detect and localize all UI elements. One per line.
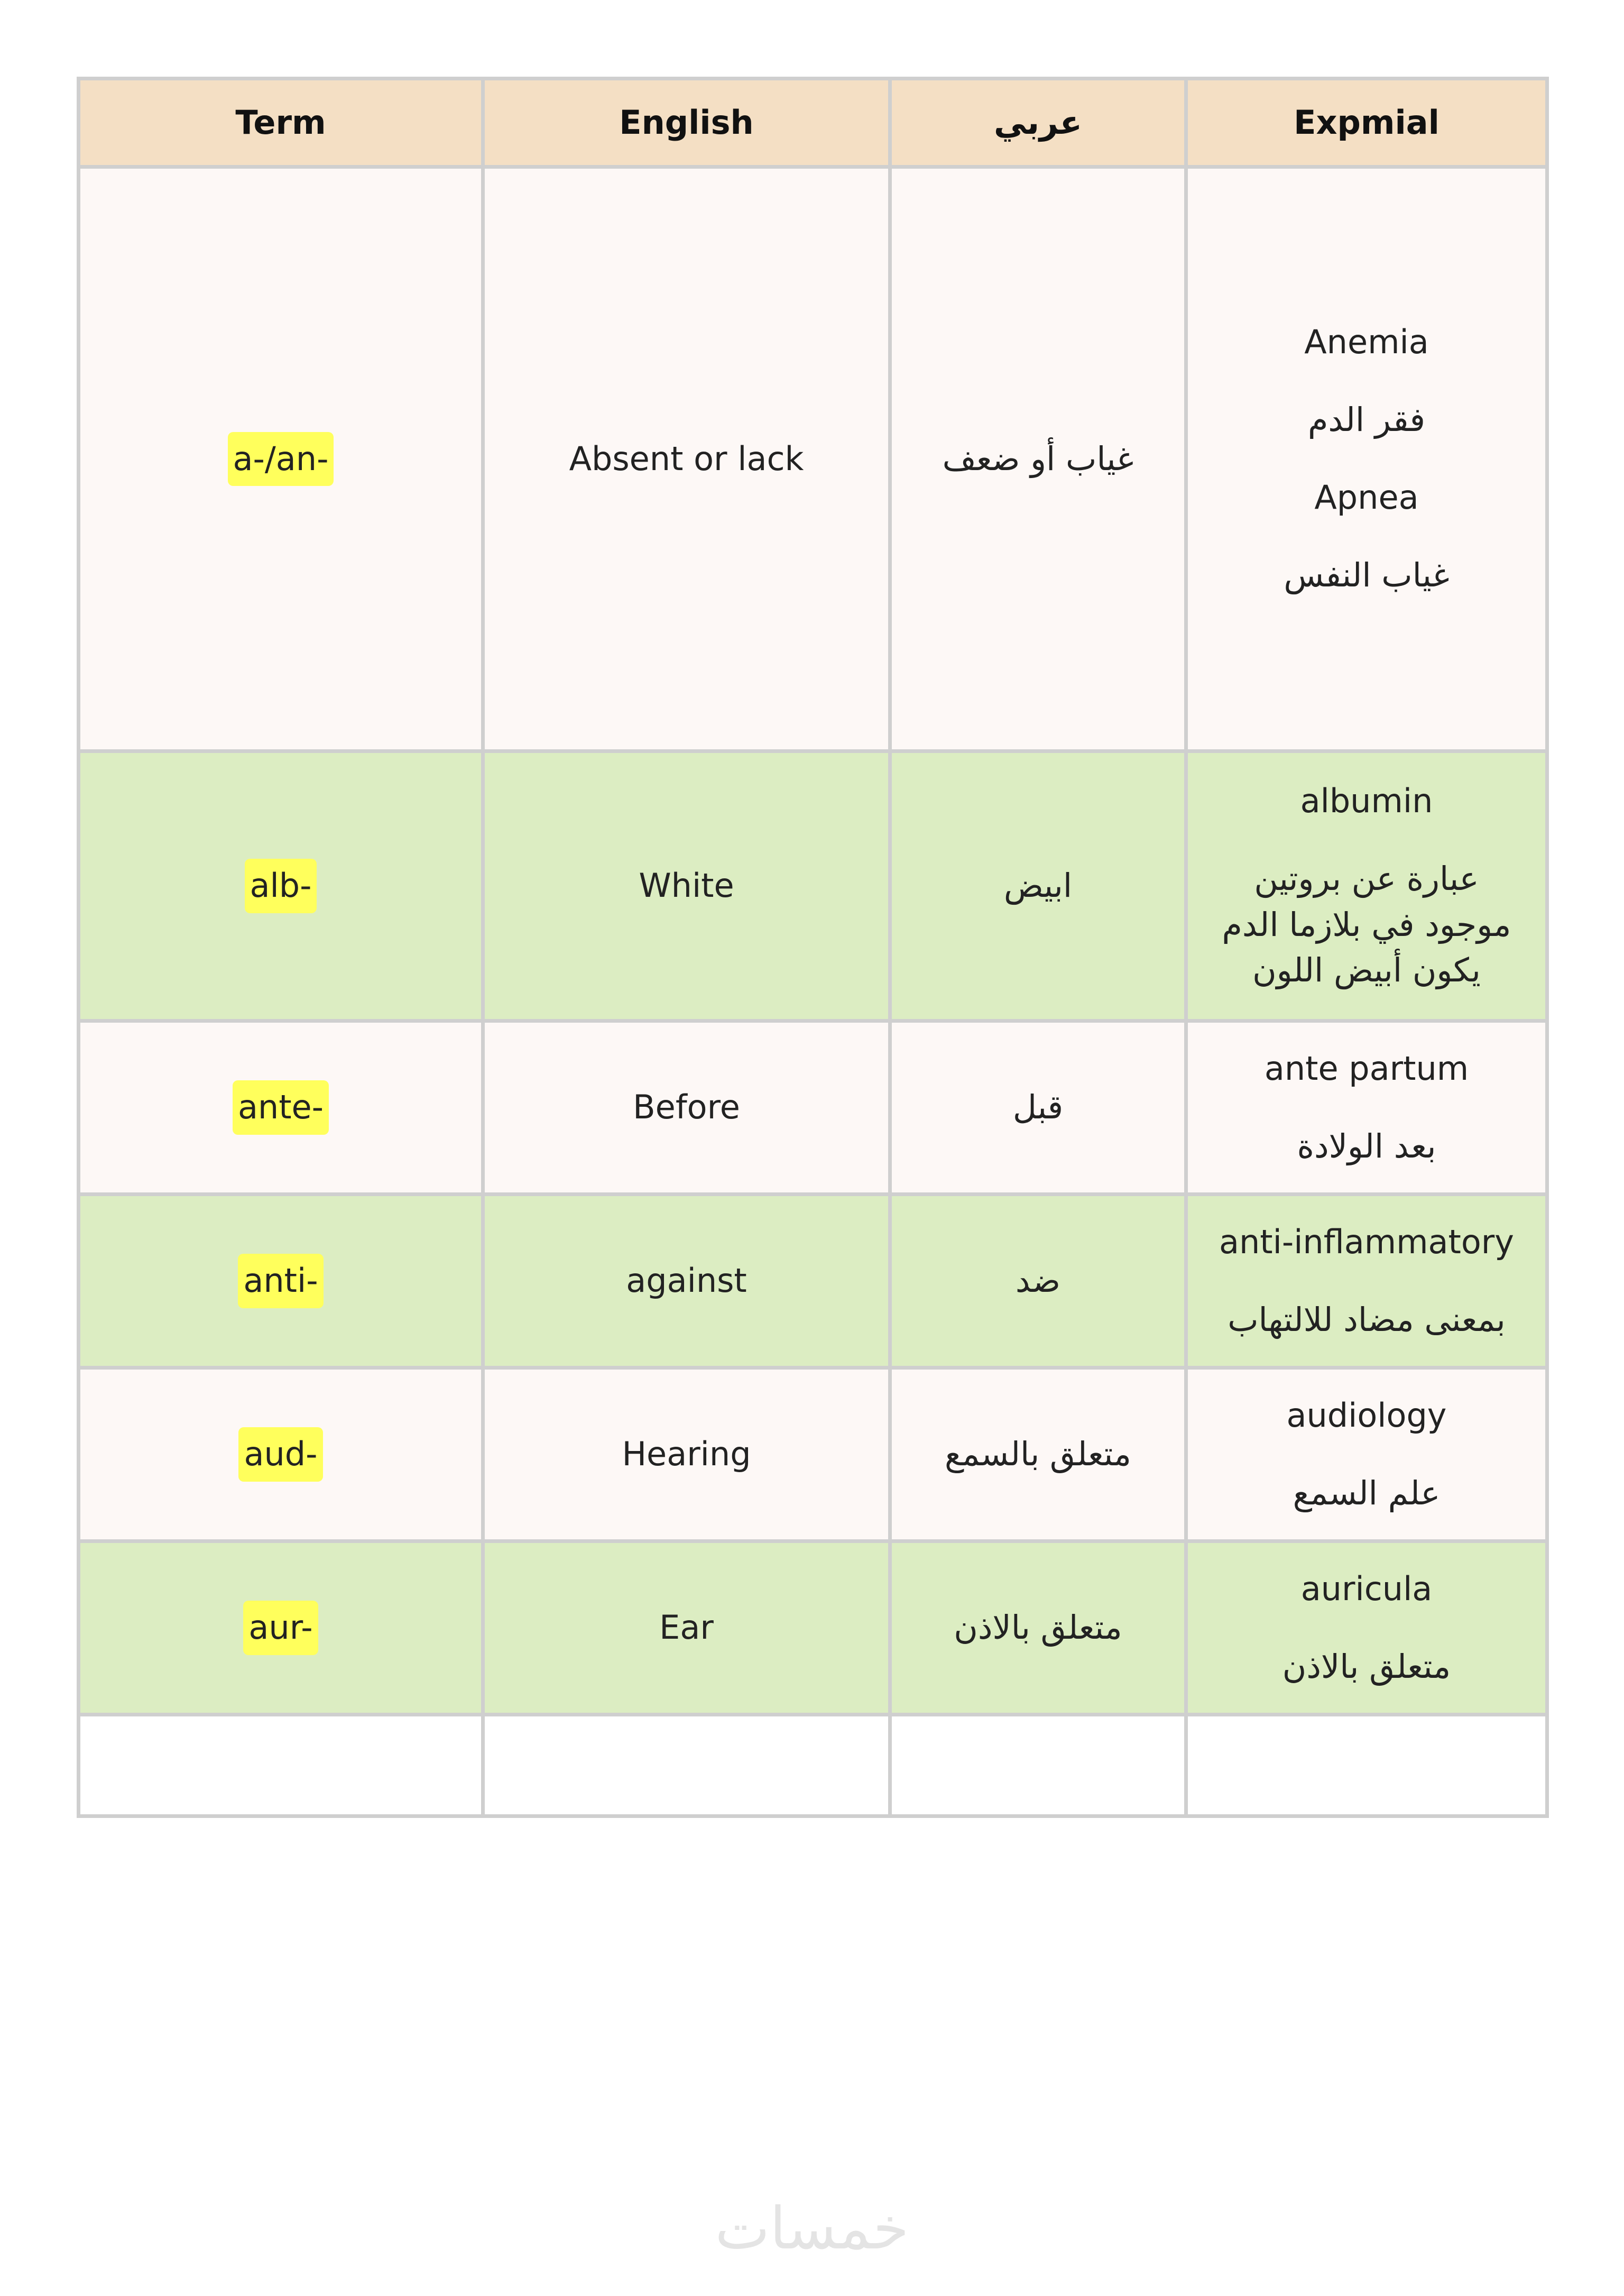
- term-cell: [79, 1021, 483, 1195]
- example-line: albumin: [1300, 781, 1433, 820]
- term-highlight: alb-: [245, 859, 317, 913]
- table-row: [79, 1195, 1547, 1368]
- arabic-cell: غياب أو ضعف: [890, 167, 1186, 751]
- example-cell: [1186, 751, 1547, 1021]
- example-line: متعلق بالاذن: [1282, 1647, 1451, 1686]
- example-line: auricula: [1300, 1569, 1433, 1608]
- english-cell: White: [483, 751, 890, 1021]
- term-cell: [79, 1195, 483, 1368]
- empty-cell: [1186, 1715, 1547, 1816]
- english-cell: against: [483, 1195, 890, 1368]
- example-line: anti-inflammatory: [1219, 1222, 1514, 1261]
- example-cell: [1186, 167, 1547, 751]
- empty-cell: [483, 1715, 890, 1816]
- table-row: [79, 1368, 1547, 1541]
- empty-cell: [890, 1715, 1186, 1816]
- example-line: بمعنى مضاد للالتهاب: [1228, 1300, 1506, 1339]
- table-header-row: [79, 79, 1547, 167]
- empty-row: [79, 1715, 1547, 1816]
- term-cell: [79, 167, 483, 751]
- example-line: Anemia: [1304, 323, 1429, 362]
- english-cell: Absent or lack: [483, 167, 890, 751]
- english-cell: Before: [483, 1021, 890, 1195]
- example-line: فقر الدم: [1308, 400, 1425, 439]
- header-arabic: عربي: [890, 79, 1186, 167]
- table-row: [79, 1021, 1547, 1195]
- example-cell: [1186, 1541, 1547, 1715]
- example-line: Apnea: [1314, 478, 1419, 517]
- term-cell: [79, 1541, 483, 1715]
- table-row: [79, 1541, 1547, 1715]
- arabic-cell: قبل: [890, 1021, 1186, 1195]
- empty-cell: [79, 1715, 483, 1816]
- term-highlight: aur-: [243, 1601, 318, 1655]
- example-line: علم السمع: [1293, 1473, 1441, 1512]
- table-row: [79, 167, 1547, 751]
- arabic-cell: ضد: [890, 1195, 1186, 1368]
- example-line: غياب النفس: [1284, 555, 1450, 594]
- term-highlight: a-/an-: [228, 432, 334, 486]
- english-cell: Hearing: [483, 1368, 890, 1541]
- arabic-cell: متعلق بالسمع: [890, 1368, 1186, 1541]
- arabic-cell: متعلق بالاذن: [890, 1541, 1186, 1715]
- term-highlight: ante-: [233, 1080, 329, 1135]
- arabic-cell: ابيض: [890, 751, 1186, 1021]
- header-english: English: [483, 79, 890, 167]
- header-example: Expmial: [1186, 79, 1547, 167]
- example-line: موجود في بلازما الدم: [1222, 905, 1511, 944]
- example-cell: [1186, 1021, 1547, 1195]
- prefix-table: [77, 77, 1549, 1818]
- example-cell: [1186, 1195, 1547, 1368]
- example-line: ante partum: [1264, 1049, 1469, 1088]
- term-highlight: aud-: [238, 1427, 322, 1482]
- watermark-logo: خمسات: [715, 2194, 909, 2262]
- term-cell: [79, 751, 483, 1021]
- table-row: [79, 751, 1547, 1021]
- example-line: بعد الولادة: [1297, 1126, 1436, 1165]
- example-line: عبارة عن بروتين: [1254, 859, 1479, 898]
- example-line: يكون أبيض اللون: [1252, 951, 1481, 990]
- example-line: audiology: [1286, 1395, 1447, 1435]
- term-cell: [79, 1368, 483, 1541]
- example-cell: [1186, 1368, 1547, 1541]
- term-highlight: anti-: [238, 1254, 323, 1308]
- header-term: Term: [79, 79, 483, 167]
- english-cell: Ear: [483, 1541, 890, 1715]
